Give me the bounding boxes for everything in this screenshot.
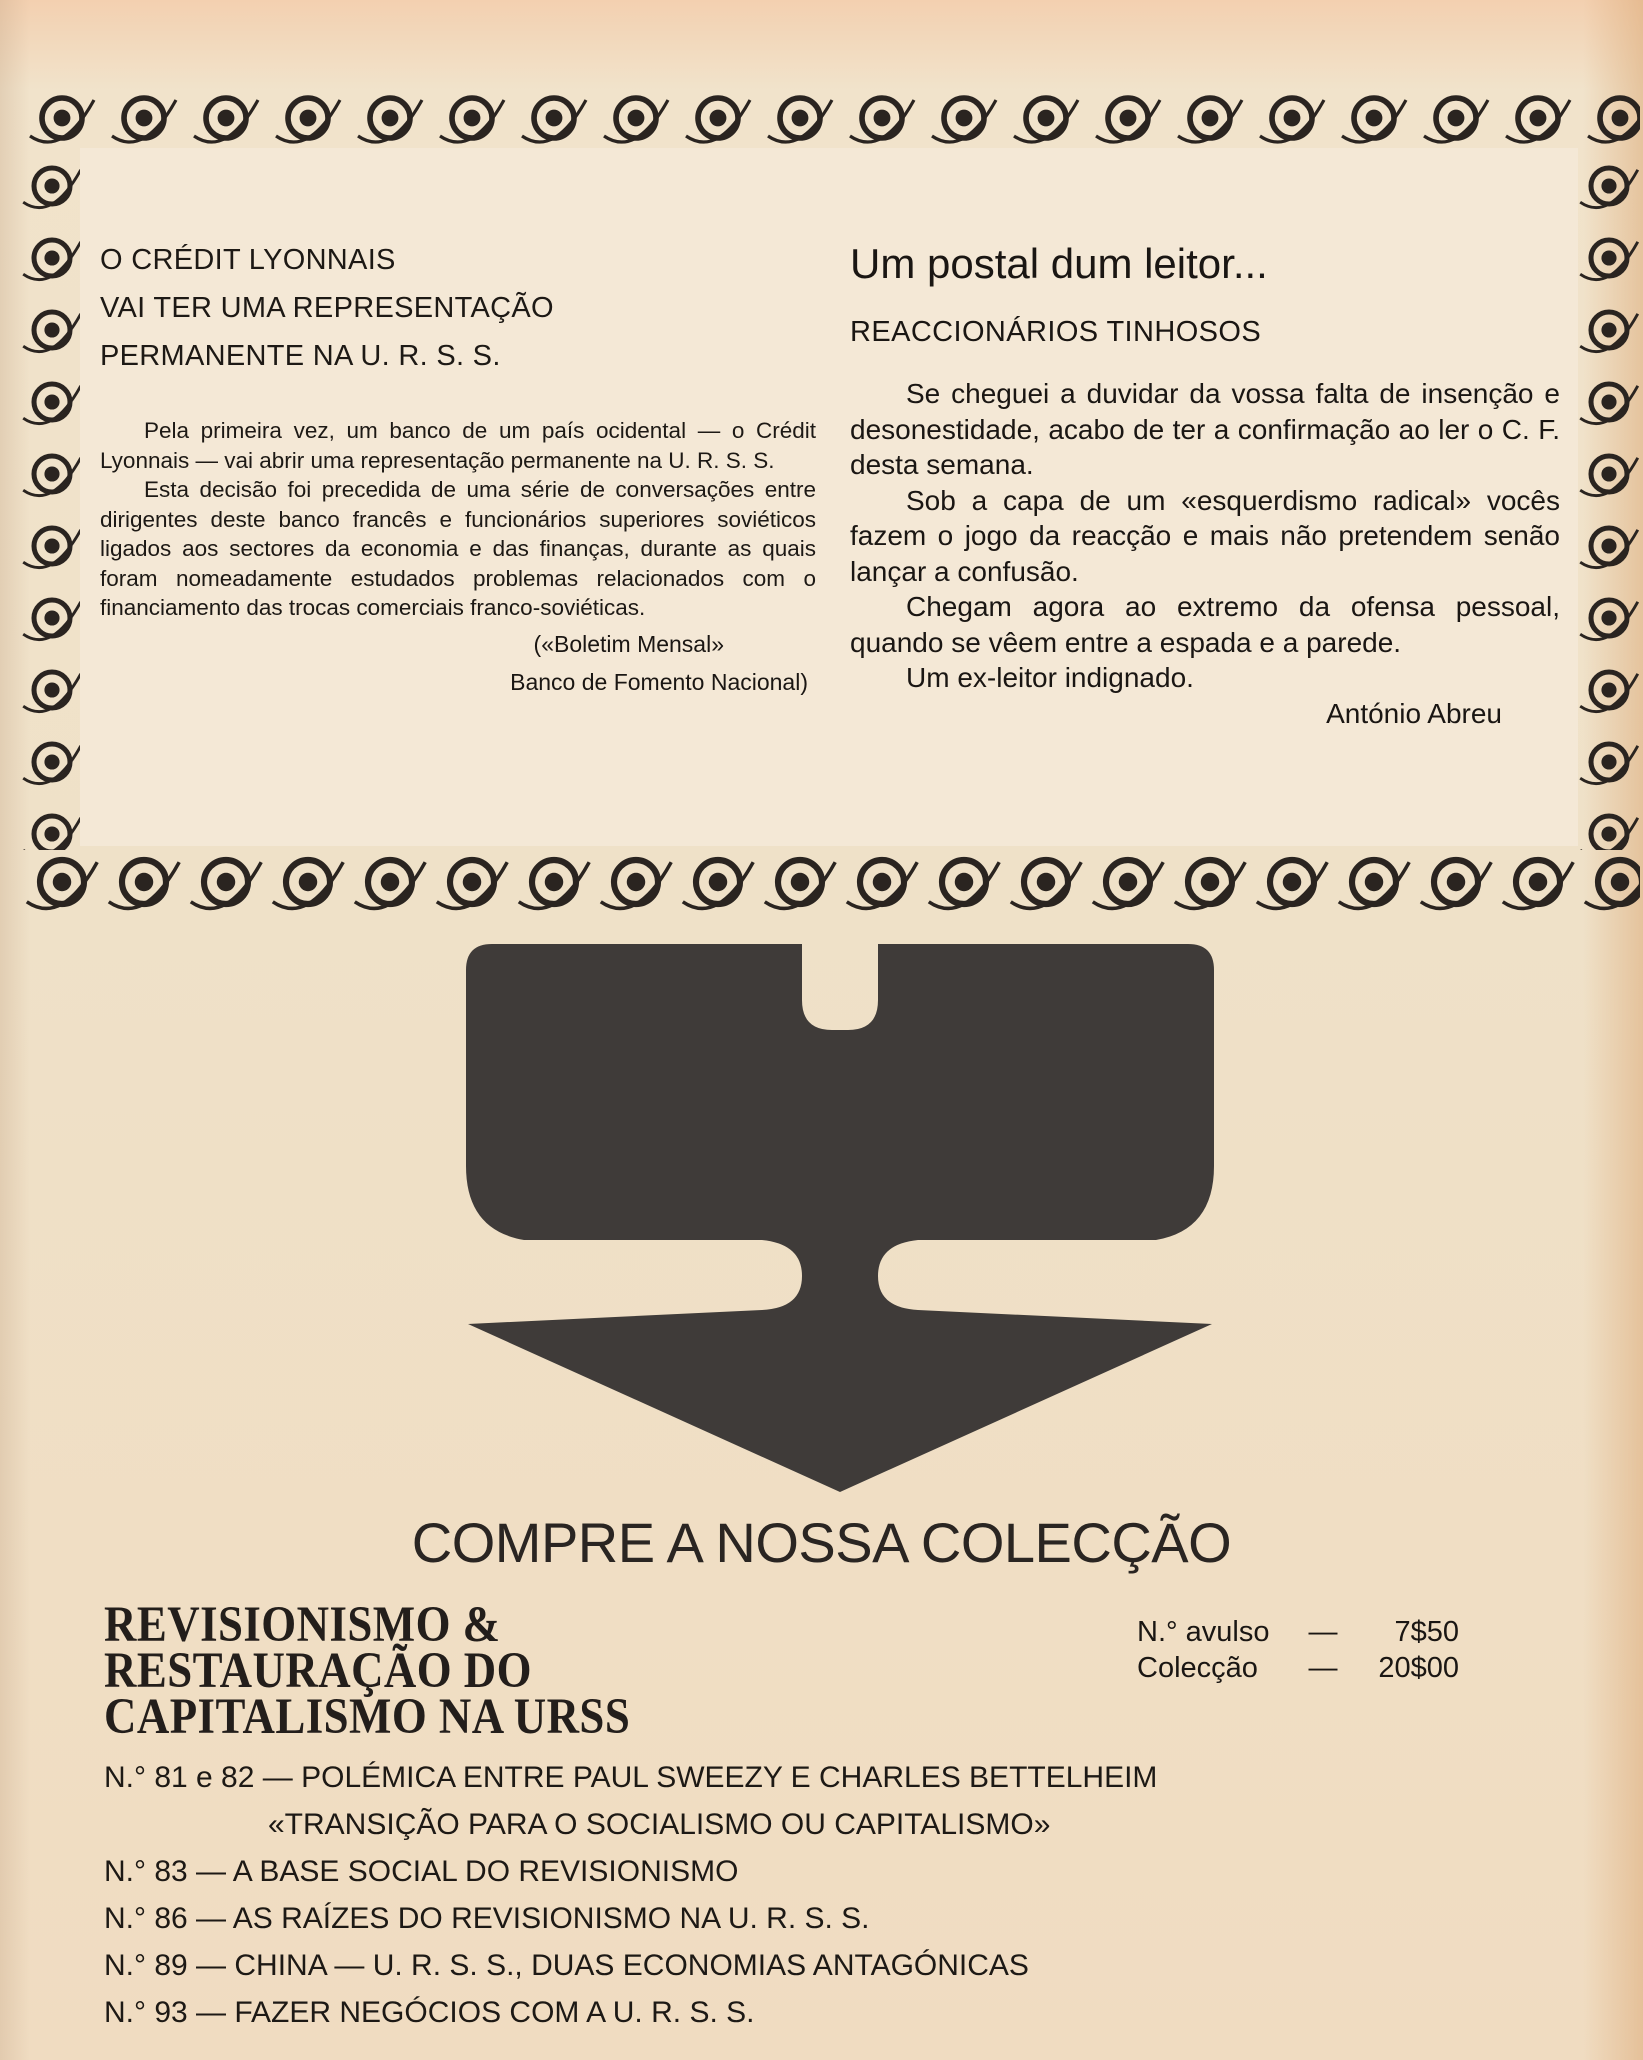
ornament-scroll [1424, 98, 1488, 142]
ornament-band-right [1578, 146, 1640, 850]
ornament-scroll [1580, 744, 1638, 784]
collection-title-line: CAPITALISMO NA URSS [104, 1689, 631, 1745]
ornament-scroll [23, 600, 81, 640]
ornament-scroll [23, 312, 81, 352]
ornament-scroll [1580, 312, 1638, 352]
source-line: («Boletim Mensal» [533, 630, 724, 657]
ornament-scroll [437, 860, 507, 908]
ornament-scroll [355, 860, 425, 908]
ornament-scroll [1580, 600, 1638, 640]
issue-item: N.° 83 — A BASE SOCIAL DO REVISIONISMO [104, 1855, 739, 1888]
ornament-scroll [850, 98, 914, 142]
postcard-title: Um postal dum leitor... [850, 240, 1268, 287]
ornament-scroll [1093, 860, 1163, 908]
ornament-scroll [23, 240, 81, 280]
ornament-scroll [1257, 860, 1327, 908]
ornament-scroll [1342, 98, 1406, 142]
ornament-scroll [23, 744, 81, 784]
reader-postcard-article [850, 236, 1560, 732]
ornament-scroll [23, 168, 81, 208]
postcard-body [850, 376, 1560, 696]
ornament-scroll [1580, 384, 1638, 424]
ornament-scroll [273, 860, 343, 908]
credit-lyonnais-article [100, 236, 816, 701]
heading-line: VAI TER UMA REPRESENTAÇÃO [100, 292, 554, 324]
ornament-scroll [276, 98, 340, 142]
collection-title-line: REVISIONISMO & [104, 1597, 501, 1653]
collection-title-line: RESTAURAÇÃO DO [104, 1643, 532, 1699]
ornament-scroll [601, 860, 671, 908]
ornament-scroll [1503, 860, 1573, 908]
ornament-scroll [1339, 860, 1409, 908]
arrow-logo-icon [466, 944, 1214, 1492]
price-list [1137, 1614, 1459, 1686]
ornament-scroll [1260, 98, 1324, 142]
issue-item: N.° 93 — FAZER NEGÓCIOS COM A U. R. S. S. [104, 1996, 755, 2029]
ornament-scroll [768, 98, 832, 142]
postcard-signature: António Abreu [1326, 697, 1502, 729]
ad-headline: COMPRE A NOSSA COLECÇÃO [411, 1511, 1232, 1574]
postcard-paragraph: Se cheguei a duvidar da vossa falta de insenção e desonestidade, acabo de ter a confirmação ao ler o C. F. desta semana. [850, 378, 1560, 480]
ornament-scroll [1580, 456, 1638, 496]
price-row [1137, 1650, 1459, 1686]
ornament-scroll [522, 98, 586, 142]
heading-line: PERMANENTE NA U. R. S. S. [100, 340, 501, 372]
ornament-scroll [23, 528, 81, 568]
ornament-scroll [23, 384, 81, 424]
ornament-scroll [23, 456, 81, 496]
ornament-scroll [23, 672, 81, 712]
ornament-scroll [1580, 672, 1638, 712]
article-body [100, 416, 816, 623]
ornament-scroll [1011, 860, 1081, 908]
ornament-scroll [109, 860, 179, 908]
ornament-scroll [30, 98, 94, 142]
article-paragraph: Esta decisão foi precedida de uma série de conversações entre dirigentes deste banco francês e funcionários superiores soviéticos ligados aos sectores da economia e das finanças, durante as quais foram nomeadamente estudados problemas relacionados com o financiamento das trocas comerciais franco-soviéticas. [100, 477, 816, 620]
price-row [1137, 1614, 1459, 1650]
price-value: 7$50 [1394, 1616, 1459, 1648]
source-line: Banco de Fomento Nacional) [510, 668, 808, 695]
postcard-closing: Um ex-leitor indignado. [906, 662, 1194, 693]
ornament-scroll [1421, 860, 1491, 908]
postcard-paragraph: Chegam agora ao extremo da ofensa pessoal, quando se vêem entre a espada e a parede. [850, 591, 1560, 658]
ornament-band-left [22, 146, 82, 850]
ornament-scroll [27, 860, 97, 908]
article-source [100, 625, 816, 701]
ornament-scroll [112, 98, 176, 142]
ornament-scroll [1506, 98, 1570, 142]
issue-item: N.° 89 — CHINA — U. R. S. S., DUAS ECONOMIAS ANTAGÓNICAS [104, 1949, 1029, 1982]
ornament-scroll [1178, 98, 1242, 142]
ornament-scroll [191, 860, 261, 908]
heading-line: O CRÉDIT LYONNAIS [100, 244, 396, 276]
ornament-scroll [194, 98, 258, 142]
postcard-paragraph: Sob a capa de um «esquerdismo radical» vocês fazem o jogo da reacção e mais não pretendem senão lançar a confusão. [850, 484, 1560, 587]
ornament-scroll [929, 860, 999, 908]
ornament-scroll [847, 860, 917, 908]
ornament-band-bottom [22, 846, 1640, 918]
ornament-scroll [765, 860, 835, 908]
price-label: N.° avulso [1137, 1616, 1270, 1648]
ornament-scroll [1175, 860, 1245, 908]
price-dash: — [1308, 1652, 1338, 1684]
price-label: Colecção [1137, 1652, 1258, 1684]
ornament-band-top [22, 86, 1640, 150]
collection-title [104, 1597, 631, 1745]
ornament-scroll [23, 816, 81, 850]
ornament-scroll [1014, 98, 1078, 142]
article-paragraph: Pela primeira vez, um banco de um país ocidental — o Crédit Lyonnais — vai abrir uma representação permanente na U. R. S. S. [100, 418, 816, 473]
ornament-scroll [686, 98, 750, 142]
issue-item: «TRANSIÇÃO PARA O SOCIALISMO OU CAPITALISMO» [268, 1808, 1051, 1841]
postcard-subtitle: REACCIONÁRIOS TINHOSOS [850, 316, 1262, 348]
ornament-scroll [519, 860, 589, 908]
arrow-logo-shape [466, 944, 1214, 1492]
article-heading [100, 236, 816, 380]
ornament-scroll [1580, 240, 1638, 280]
ornament-scroll [683, 860, 753, 908]
issue-item: N.° 81 e 82 — POLÉMICA ENTRE PAUL SWEEZY E CHARLES BETTELHEIM [104, 1761, 1158, 1794]
issue-item: N.° 86 — AS RAÍZES DO REVISIONISMO NA U. R. S. S. [104, 1902, 870, 1935]
ornament-scroll [440, 98, 504, 142]
ornament-scroll [1580, 816, 1638, 850]
ornament-scroll [1580, 168, 1638, 208]
ornament-scroll [1580, 528, 1638, 568]
price-dash: — [1308, 1616, 1338, 1648]
ornament-scroll [1585, 860, 1640, 908]
ornament-scroll [1588, 98, 1640, 142]
issue-list [104, 1754, 1404, 2036]
price-value: 20$00 [1378, 1652, 1459, 1684]
ornament-scroll [604, 98, 668, 142]
ornament-scroll [1096, 98, 1160, 142]
ornament-scroll [932, 98, 996, 142]
ornament-scroll [358, 98, 422, 142]
